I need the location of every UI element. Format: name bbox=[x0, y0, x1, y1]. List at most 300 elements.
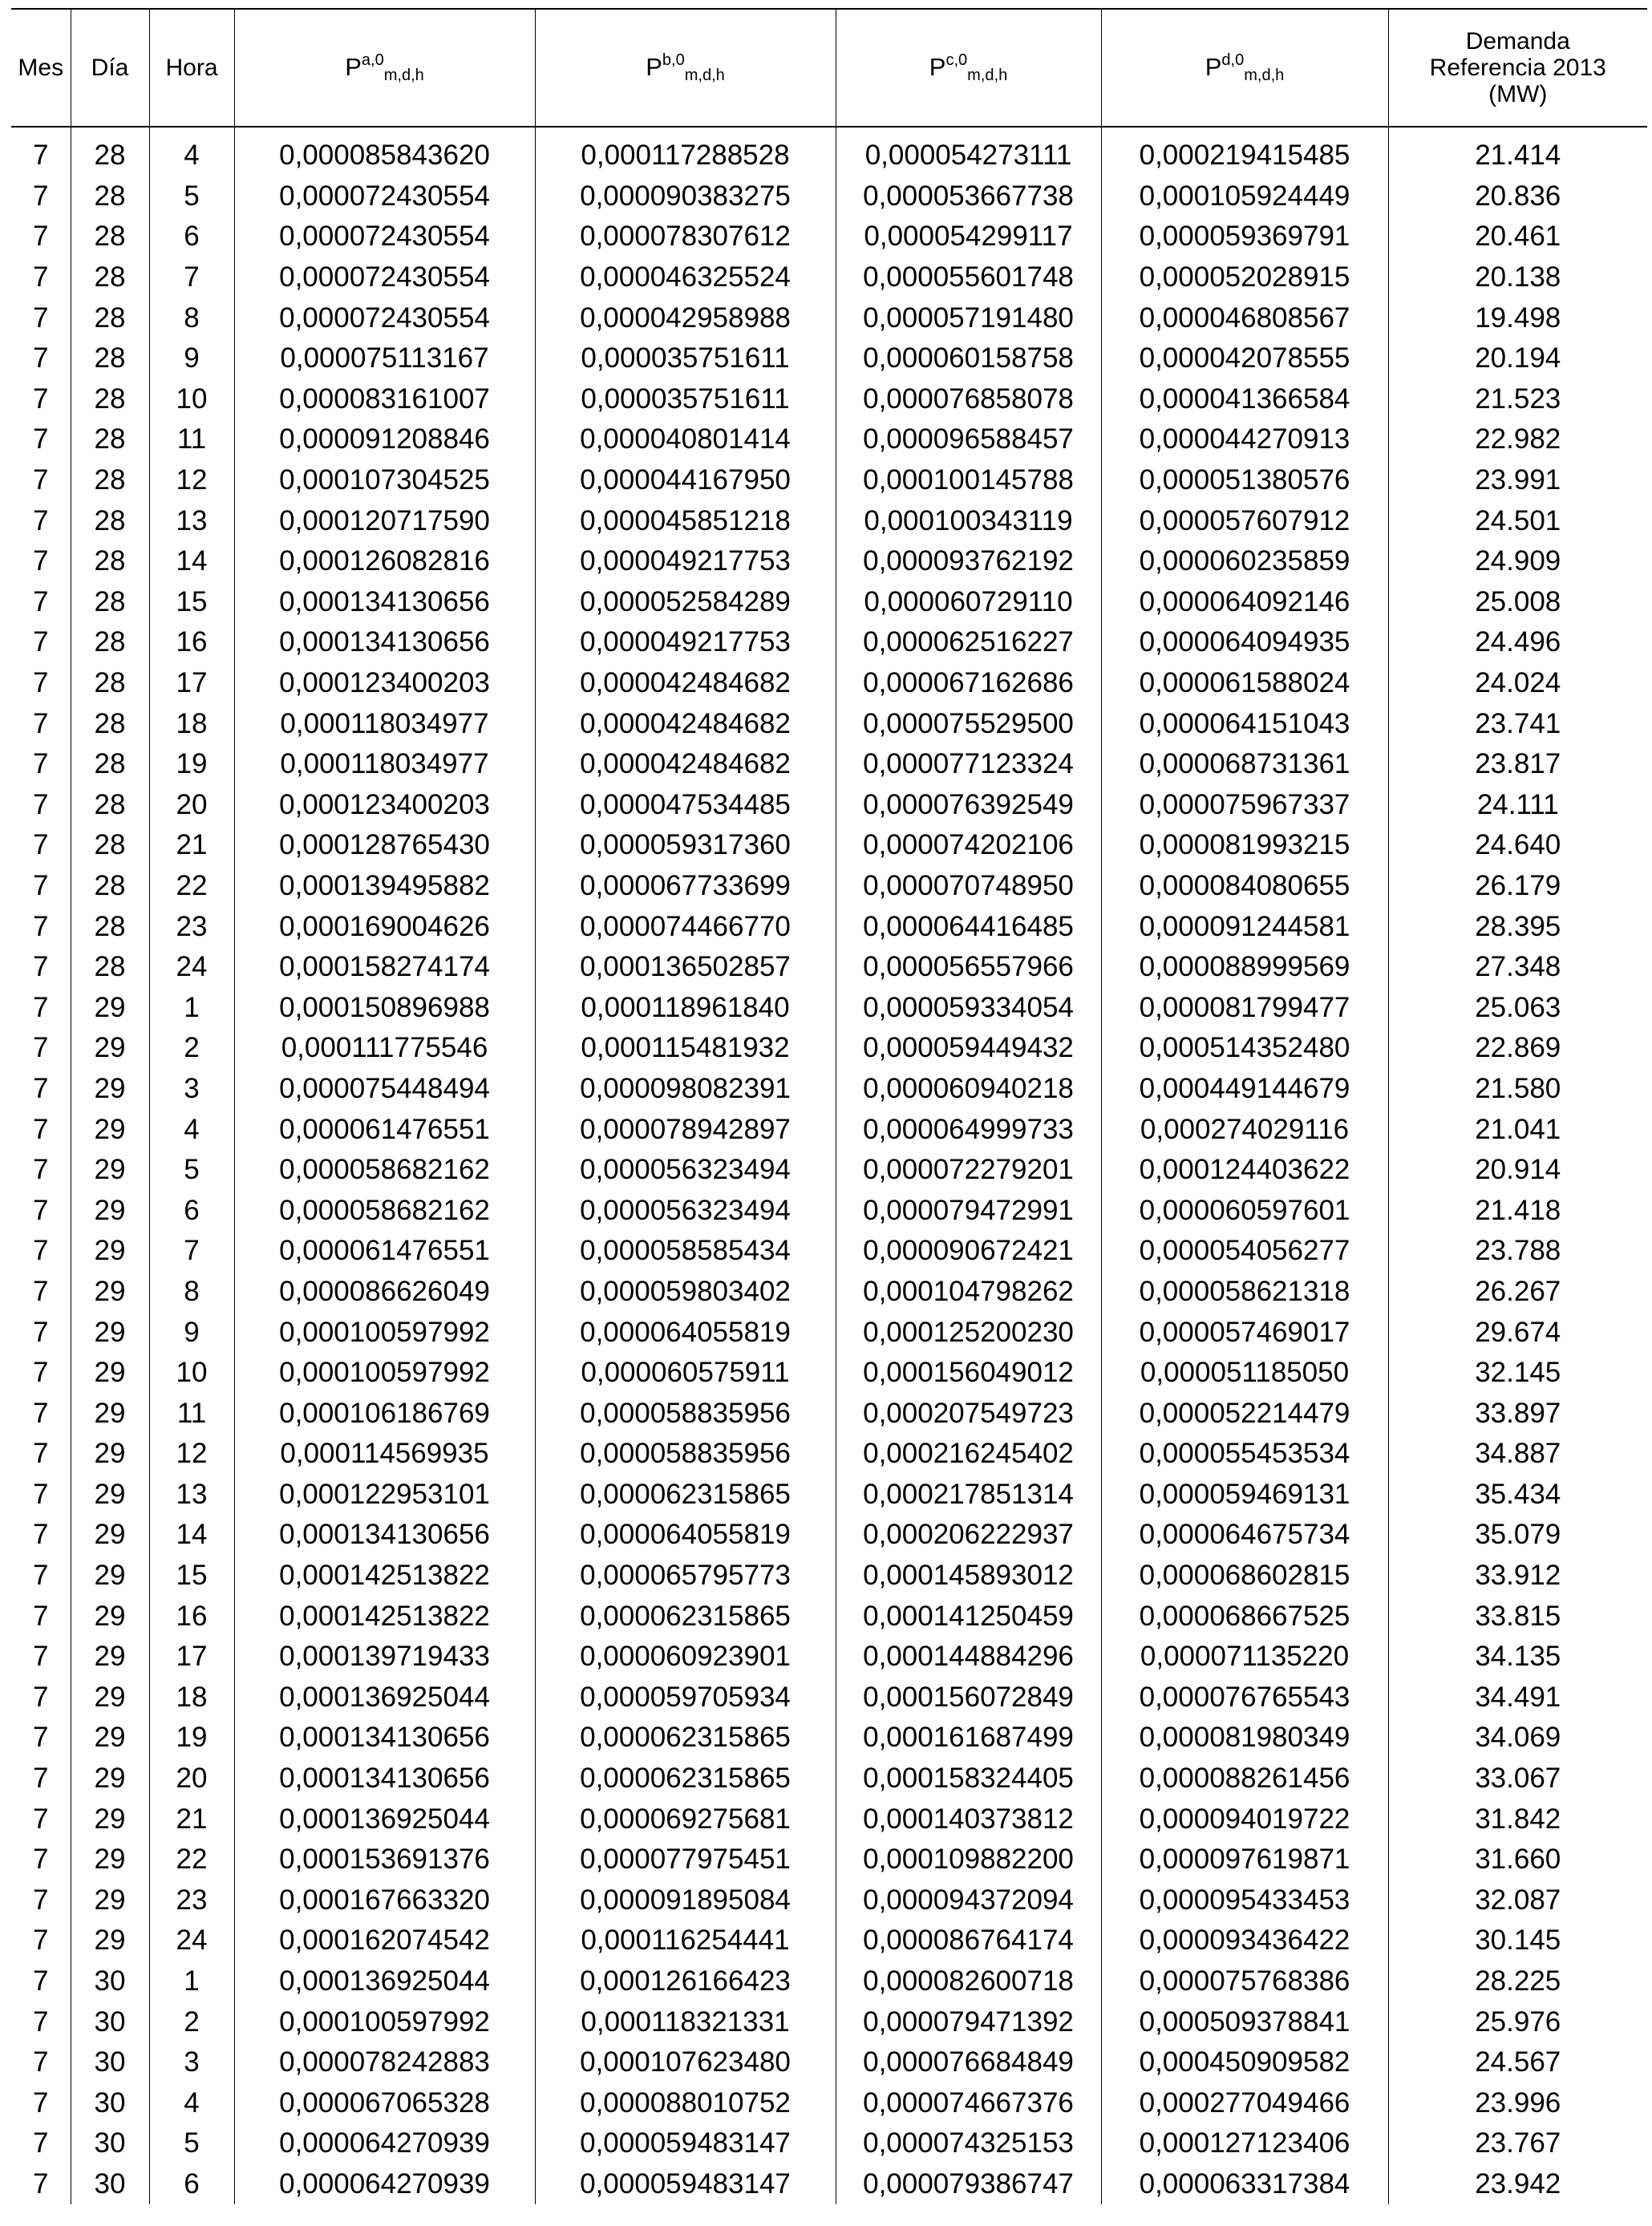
cell-hora: 24 bbox=[149, 947, 234, 988]
cell-hora: 4 bbox=[149, 1109, 234, 1150]
cell-pc: 0,000054273111 bbox=[836, 127, 1101, 176]
cell-pc: 0,000094372094 bbox=[836, 1880, 1101, 1921]
cell-pd: 0,000064151043 bbox=[1101, 703, 1388, 744]
cell-pd: 0,000450909582 bbox=[1101, 2042, 1388, 2083]
cell-pa: 0,000067065328 bbox=[234, 2083, 535, 2124]
cell-pd: 0,000068602815 bbox=[1101, 1556, 1388, 1597]
cell-pb: 0,000060575911 bbox=[535, 1353, 836, 1394]
header-dia: Día bbox=[71, 9, 149, 127]
cell-pc: 0,000076392549 bbox=[836, 785, 1101, 826]
cell-pd: 0,000058621318 bbox=[1101, 1272, 1388, 1313]
cell-pd: 0,000509378841 bbox=[1101, 2001, 1388, 2042]
cell-pc: 0,000082600718 bbox=[836, 1961, 1101, 2002]
table-row bbox=[11, 744, 1647, 785]
cell-pb: 0,000064055819 bbox=[535, 1515, 836, 1556]
cell-mes: 7 bbox=[33, 788, 49, 820]
cell-pd: 0,000097619871 bbox=[1101, 1839, 1388, 1880]
cell-pc: 0,000076684849 bbox=[836, 2042, 1101, 2083]
cell-dia: 29 bbox=[71, 1759, 149, 1799]
cell-pa: 0,000169004626 bbox=[234, 906, 535, 947]
cell-demanda: 20.914 bbox=[1388, 1150, 1647, 1191]
cell-dia: 29 bbox=[71, 1799, 149, 1839]
cell-pd: 0,000076765543 bbox=[1101, 1678, 1388, 1718]
cell-mes: 7 bbox=[33, 302, 49, 334]
cell-pd: 0,000075768386 bbox=[1101, 1961, 1388, 2002]
cell-pa: 0,000114569935 bbox=[234, 1434, 535, 1475]
cell-pc: 0,000079386747 bbox=[836, 2164, 1101, 2205]
cell-hora: 5 bbox=[149, 1150, 234, 1191]
cell-demanda: 24.496 bbox=[1388, 622, 1647, 663]
cell-pa: 0,000064270939 bbox=[234, 2123, 535, 2164]
cell-pd: 0,000052214479 bbox=[1101, 1393, 1388, 1434]
cell-dia: 29 bbox=[71, 1515, 149, 1556]
header-pd bbox=[1101, 9, 1388, 127]
table-row bbox=[11, 1393, 1647, 1434]
cell-hora: 7 bbox=[149, 1231, 234, 1272]
table-row bbox=[11, 1637, 1647, 1678]
cell-dia: 29 bbox=[71, 1434, 149, 1475]
cell-pd: 0,000105924449 bbox=[1101, 176, 1388, 217]
cell-hora: 8 bbox=[149, 1272, 234, 1313]
table-row bbox=[11, 582, 1647, 623]
cell-hora: 4 bbox=[149, 127, 234, 176]
cell-hora: 22 bbox=[149, 1839, 234, 1880]
cell-hora: 21 bbox=[149, 1799, 234, 1839]
cell-pa: 0,000061476551 bbox=[234, 1231, 535, 1272]
cell-hora: 18 bbox=[149, 703, 234, 744]
cell-demanda: 26.267 bbox=[1388, 1272, 1647, 1313]
table-row bbox=[11, 1475, 1647, 1516]
cell-pd: 0,000277049466 bbox=[1101, 2083, 1388, 2124]
cell-pd: 0,000051185050 bbox=[1101, 1353, 1388, 1394]
cell-pd: 0,000095433453 bbox=[1101, 1880, 1388, 1921]
cell-pd: 0,000052028915 bbox=[1101, 257, 1388, 298]
cell-hora: 17 bbox=[149, 1637, 234, 1678]
table-row bbox=[11, 947, 1647, 988]
cell-pc: 0,000156072849 bbox=[836, 1678, 1101, 1718]
cell-pc: 0,000074667376 bbox=[836, 2083, 1101, 2124]
cell-pb: 0,000035751611 bbox=[535, 379, 836, 420]
cell-mes: 7 bbox=[33, 1965, 49, 1997]
cell-pa: 0,000142513822 bbox=[234, 1596, 535, 1637]
cell-pc: 0,000062516227 bbox=[836, 622, 1101, 663]
cell-dia: 29 bbox=[71, 1190, 149, 1231]
cell-hora: 23 bbox=[149, 1880, 234, 1921]
table-row bbox=[11, 825, 1647, 866]
cell-dia: 28 bbox=[71, 419, 149, 460]
cell-mes: 7 bbox=[33, 910, 49, 942]
table-row bbox=[11, 1556, 1647, 1597]
cell-demanda: 34.887 bbox=[1388, 1434, 1647, 1475]
header-pa-sup: a,0 bbox=[361, 51, 384, 69]
cell-dia: 28 bbox=[71, 744, 149, 785]
cell-pc: 0,000100145788 bbox=[836, 460, 1101, 501]
table-row bbox=[11, 1718, 1647, 1759]
cell-pc: 0,000059449432 bbox=[836, 1028, 1101, 1069]
cell-demanda: 21.041 bbox=[1388, 1109, 1647, 1150]
cell-pb: 0,000059483147 bbox=[535, 2164, 836, 2205]
cell-mes: 7 bbox=[33, 2005, 49, 2038]
cell-demanda: 23.741 bbox=[1388, 703, 1647, 744]
cell-pa: 0,000100597992 bbox=[234, 2001, 535, 2042]
cell-mes: 7 bbox=[33, 1113, 49, 1145]
cell-hora: 20 bbox=[149, 1759, 234, 1799]
cell-hora: 14 bbox=[149, 1515, 234, 1556]
cell-pa: 0,000139719433 bbox=[234, 1637, 535, 1678]
table-row bbox=[11, 785, 1647, 826]
cell-mes: 7 bbox=[33, 707, 49, 739]
cell-pb: 0,000078307612 bbox=[535, 217, 836, 257]
cell-dia: 29 bbox=[71, 1231, 149, 1272]
cell-pc: 0,000100343119 bbox=[836, 500, 1101, 541]
cell-pa: 0,000167663320 bbox=[234, 1880, 535, 1921]
cell-mes: 7 bbox=[33, 1275, 49, 1307]
cell-pc: 0,000109882200 bbox=[836, 1839, 1101, 1880]
table-row bbox=[11, 1596, 1647, 1637]
cell-demanda: 29.674 bbox=[1388, 1312, 1647, 1353]
cell-pb: 0,000062315865 bbox=[535, 1759, 836, 1799]
cell-pd: 0,000084080655 bbox=[1101, 866, 1388, 907]
cell-dia: 28 bbox=[71, 297, 149, 338]
cell-pc: 0,000070748950 bbox=[836, 866, 1101, 907]
header-pd-sup: d,0 bbox=[1221, 51, 1245, 69]
cell-mes: 7 bbox=[33, 748, 49, 780]
cell-pb: 0,000117288528 bbox=[535, 127, 836, 176]
cell-pa: 0,000126082816 bbox=[234, 541, 535, 582]
table-row bbox=[11, 1799, 1647, 1839]
cell-pd: 0,000091244581 bbox=[1101, 906, 1388, 947]
cell-pc: 0,000079472991 bbox=[836, 1190, 1101, 1231]
cell-dia: 28 bbox=[71, 500, 149, 541]
cell-pd: 0,000068667525 bbox=[1101, 1596, 1388, 1637]
cell-pd: 0,000063317384 bbox=[1101, 2164, 1388, 2205]
cell-pa: 0,000139495882 bbox=[234, 866, 535, 907]
header-pb-sub: m,d,h bbox=[684, 66, 725, 84]
cell-pd: 0,000449144679 bbox=[1101, 1069, 1388, 1110]
table-row bbox=[11, 1678, 1647, 1718]
cell-mes: 7 bbox=[33, 261, 49, 293]
cell-mes: 7 bbox=[33, 1072, 49, 1104]
cell-mes: 7 bbox=[33, 1032, 49, 1064]
cell-pb: 0,000042484682 bbox=[535, 703, 836, 744]
cell-pb: 0,000078942897 bbox=[535, 1109, 836, 1150]
cell-demanda: 21.418 bbox=[1388, 1190, 1647, 1231]
cell-pc: 0,000056557966 bbox=[836, 947, 1101, 988]
cell-pc: 0,000064999733 bbox=[836, 1109, 1101, 1150]
cell-hora: 19 bbox=[149, 744, 234, 785]
cell-mes: 7 bbox=[33, 504, 49, 536]
cell-pc: 0,000060940218 bbox=[836, 1069, 1101, 1110]
cell-mes: 7 bbox=[33, 951, 49, 983]
cell-dia: 30 bbox=[71, 2083, 149, 2124]
cell-pd: 0,000081799477 bbox=[1101, 987, 1388, 1028]
table-row bbox=[11, 419, 1647, 460]
cell-dia: 28 bbox=[71, 460, 149, 501]
cell-pd: 0,000068731361 bbox=[1101, 744, 1388, 785]
cell-demanda: 33.067 bbox=[1388, 1759, 1647, 1799]
cell-pd: 0,000057607912 bbox=[1101, 500, 1388, 541]
cell-demanda: 21.580 bbox=[1388, 1069, 1647, 1110]
cell-demanda: 33.815 bbox=[1388, 1596, 1647, 1637]
cell-pd: 0,000041366584 bbox=[1101, 379, 1388, 420]
cell-pa: 0,000091208846 bbox=[234, 419, 535, 460]
cell-mes: 7 bbox=[33, 626, 49, 658]
cell-pa: 0,000075448494 bbox=[234, 1069, 535, 1110]
cell-pc: 0,000074325153 bbox=[836, 2123, 1101, 2164]
cell-pa: 0,000118034977 bbox=[234, 703, 535, 744]
cell-pa: 0,000086626049 bbox=[234, 1272, 535, 1313]
cell-hora: 15 bbox=[149, 1556, 234, 1597]
cell-pc: 0,000053667738 bbox=[836, 176, 1101, 217]
cell-pa: 0,000078242883 bbox=[234, 2042, 535, 2083]
cell-pb: 0,000062315865 bbox=[535, 1596, 836, 1637]
header-pa bbox=[234, 9, 535, 127]
cell-demanda: 33.912 bbox=[1388, 1556, 1647, 1597]
cell-pa: 0,000072430554 bbox=[234, 297, 535, 338]
cell-mes: 7 bbox=[33, 1438, 49, 1470]
cell-dia: 28 bbox=[71, 947, 149, 988]
cell-pd: 0,000051380576 bbox=[1101, 460, 1388, 501]
cell-pb: 0,000069275681 bbox=[535, 1799, 836, 1839]
cell-pb: 0,000056323494 bbox=[535, 1190, 836, 1231]
cell-mes: 7 bbox=[33, 1560, 49, 1592]
header-demanda bbox=[1388, 9, 1647, 127]
cell-dia: 28 bbox=[71, 663, 149, 704]
cell-dia: 28 bbox=[71, 622, 149, 663]
cell-pd: 0,000061588024 bbox=[1101, 663, 1388, 704]
table-row bbox=[11, 338, 1647, 379]
cell-pa: 0,000106186769 bbox=[234, 1393, 535, 1434]
header-pb-base: P bbox=[646, 52, 662, 81]
cell-pc: 0,000217851314 bbox=[836, 1475, 1101, 1516]
cell-demanda: 28.225 bbox=[1388, 1961, 1647, 2002]
cell-demanda: 27.348 bbox=[1388, 947, 1647, 988]
cell-demanda: 23.942 bbox=[1388, 2164, 1647, 2205]
cell-demanda: 20.138 bbox=[1388, 257, 1647, 298]
cell-pb: 0,000059705934 bbox=[535, 1678, 836, 1718]
cell-pd: 0,000064094935 bbox=[1101, 622, 1388, 663]
cell-pb: 0,000044167950 bbox=[535, 460, 836, 501]
cell-hora: 19 bbox=[149, 1718, 234, 1759]
cell-pd: 0,000081980349 bbox=[1101, 1718, 1388, 1759]
header-demanda-line1: Demanda bbox=[1465, 28, 1570, 55]
cell-mes: 7 bbox=[33, 585, 49, 617]
cell-pa: 0,000120717590 bbox=[234, 500, 535, 541]
cell-hora: 6 bbox=[149, 217, 234, 257]
cell-pc: 0,000096588457 bbox=[836, 419, 1101, 460]
cell-hora: 2 bbox=[149, 2001, 234, 2042]
header-pb bbox=[535, 9, 836, 127]
cell-pd: 0,000059469131 bbox=[1101, 1475, 1388, 1516]
cell-mes: 7 bbox=[33, 1357, 49, 1389]
cell-pc: 0,000074202106 bbox=[836, 825, 1101, 866]
cell-pd: 0,000060235859 bbox=[1101, 541, 1388, 582]
table-row bbox=[11, 2164, 1647, 2205]
cell-hora: 9 bbox=[149, 338, 234, 379]
cell-mes: 7 bbox=[33, 140, 49, 172]
cell-pd: 0,000514352480 bbox=[1101, 1028, 1388, 1069]
table-row bbox=[11, 622, 1647, 663]
table-row bbox=[11, 1190, 1647, 1231]
cell-hora: 16 bbox=[149, 622, 234, 663]
cell-dia: 28 bbox=[71, 582, 149, 623]
cell-hora: 13 bbox=[149, 500, 234, 541]
cell-pb: 0,000056323494 bbox=[535, 1150, 836, 1191]
header-demanda-line2: Referencia 2013 bbox=[1429, 55, 1606, 81]
cell-pb: 0,000074466770 bbox=[535, 906, 836, 947]
table-row bbox=[11, 1920, 1647, 1961]
table-row bbox=[11, 176, 1647, 217]
cell-dia: 30 bbox=[71, 1961, 149, 2002]
cell-dia: 29 bbox=[71, 1596, 149, 1637]
table-row bbox=[11, 1353, 1647, 1394]
cell-pa: 0,000136925044 bbox=[234, 1799, 535, 1839]
cell-hora: 2 bbox=[149, 1028, 234, 1069]
cell-pc: 0,000207549723 bbox=[836, 1393, 1101, 1434]
cell-dia: 29 bbox=[71, 1475, 149, 1516]
cell-pc: 0,000060729110 bbox=[836, 582, 1101, 623]
table-row bbox=[11, 127, 1647, 176]
header-pd-base: P bbox=[1205, 52, 1222, 81]
cell-dia: 29 bbox=[71, 1839, 149, 1880]
table-row bbox=[11, 1515, 1647, 1556]
cell-pb: 0,000065795773 bbox=[535, 1556, 836, 1597]
cell-mes: 7 bbox=[33, 667, 49, 699]
cell-pa: 0,000134130656 bbox=[234, 622, 535, 663]
cell-demanda: 32.145 bbox=[1388, 1353, 1647, 1394]
cell-pa: 0,000100597992 bbox=[234, 1353, 535, 1394]
cell-hora: 24 bbox=[149, 1920, 234, 1961]
cell-demanda: 23.996 bbox=[1388, 2083, 1647, 2124]
cell-dia: 29 bbox=[71, 1312, 149, 1353]
cell-pa: 0,000153691376 bbox=[234, 1839, 535, 1880]
cell-pa: 0,000118034977 bbox=[234, 744, 535, 785]
cell-mes: 7 bbox=[33, 180, 49, 212]
table-row bbox=[11, 541, 1647, 582]
cell-pc: 0,000067162686 bbox=[836, 663, 1101, 704]
cell-pb: 0,000090383275 bbox=[535, 176, 836, 217]
cell-demanda: 24.640 bbox=[1388, 825, 1647, 866]
cell-pb: 0,000116254441 bbox=[535, 1920, 836, 1961]
cell-demanda: 25.063 bbox=[1388, 987, 1647, 1028]
table-header bbox=[11, 9, 1647, 127]
cell-pa: 0,000136925044 bbox=[234, 1961, 535, 2002]
cell-pc: 0,000086764174 bbox=[836, 1920, 1101, 1961]
table-row bbox=[11, 1231, 1647, 1272]
cell-pd: 0,000081993215 bbox=[1101, 825, 1388, 866]
cell-demanda: 20.836 bbox=[1388, 176, 1647, 217]
header-pa-sub: m,d,h bbox=[383, 66, 424, 84]
cell-pa: 0,000072430554 bbox=[234, 217, 535, 257]
cell-pb: 0,000042958988 bbox=[535, 297, 836, 338]
cell-demanda: 34.135 bbox=[1388, 1637, 1647, 1678]
cell-demanda: 22.982 bbox=[1388, 419, 1647, 460]
cell-pb: 0,000115481932 bbox=[535, 1028, 836, 1069]
table-row bbox=[11, 297, 1647, 338]
cell-pa: 0,000142513822 bbox=[234, 1556, 535, 1597]
cell-mes: 7 bbox=[33, 1844, 49, 1876]
cell-pa: 0,000058682162 bbox=[234, 1190, 535, 1231]
table-row bbox=[11, 703, 1647, 744]
table-row bbox=[11, 2123, 1647, 2164]
cell-pa: 0,000123400203 bbox=[234, 663, 535, 704]
header-row bbox=[11, 9, 1647, 127]
cell-pa: 0,000072430554 bbox=[234, 257, 535, 298]
cell-pc: 0,000054299117 bbox=[836, 217, 1101, 257]
cell-dia: 28 bbox=[71, 127, 149, 176]
cell-hora: 3 bbox=[149, 1069, 234, 1110]
cell-pc: 0,000144884296 bbox=[836, 1637, 1101, 1678]
cell-pc: 0,000057191480 bbox=[836, 297, 1101, 338]
cell-mes: 7 bbox=[33, 2046, 49, 2078]
cell-demanda: 28.395 bbox=[1388, 906, 1647, 947]
cell-pa: 0,000134130656 bbox=[234, 1718, 535, 1759]
cell-pa: 0,000162074542 bbox=[234, 1920, 535, 1961]
cell-pb: 0,000045851218 bbox=[535, 500, 836, 541]
cell-pd: 0,000124403622 bbox=[1101, 1150, 1388, 1191]
table-row bbox=[11, 1839, 1647, 1880]
table-row bbox=[11, 1109, 1647, 1150]
cell-dia: 29 bbox=[71, 1880, 149, 1921]
cell-demanda: 19.498 bbox=[1388, 297, 1647, 338]
cell-pc: 0,000076858078 bbox=[836, 379, 1101, 420]
table-body bbox=[11, 127, 1647, 2204]
cell-dia: 28 bbox=[71, 217, 149, 257]
cell-hora: 16 bbox=[149, 1596, 234, 1637]
cell-dia: 28 bbox=[71, 703, 149, 744]
cell-demanda: 31.842 bbox=[1388, 1799, 1647, 1839]
cell-dia: 30 bbox=[71, 2123, 149, 2164]
cell-pa: 0,000064270939 bbox=[234, 2164, 535, 2205]
cell-dia: 28 bbox=[71, 379, 149, 420]
cell-pa: 0,000061476551 bbox=[234, 1109, 535, 1150]
cell-demanda: 23.767 bbox=[1388, 2123, 1647, 2164]
cell-demanda: 30.145 bbox=[1388, 1920, 1647, 1961]
header-demanda-line3: (MW) bbox=[1488, 81, 1548, 107]
cell-pd: 0,000064675734 bbox=[1101, 1515, 1388, 1556]
cell-dia: 28 bbox=[71, 906, 149, 947]
cell-pd: 0,000054056277 bbox=[1101, 1231, 1388, 1272]
table-row bbox=[11, 500, 1647, 541]
cell-mes: 7 bbox=[33, 1154, 49, 1186]
table-row bbox=[11, 460, 1647, 501]
cell-hora: 1 bbox=[149, 987, 234, 1028]
cell-pc: 0,000158324405 bbox=[836, 1759, 1101, 1799]
cell-dia: 29 bbox=[71, 1353, 149, 1394]
cell-mes: 7 bbox=[33, 342, 49, 374]
header-pc-sup: c,0 bbox=[945, 51, 968, 69]
cell-dia: 28 bbox=[71, 541, 149, 582]
table-row bbox=[11, 987, 1647, 1028]
cell-pb: 0,000077975451 bbox=[535, 1839, 836, 1880]
table-row bbox=[11, 2042, 1647, 2083]
cell-dia: 29 bbox=[71, 1393, 149, 1434]
cell-hora: 21 bbox=[149, 825, 234, 866]
cell-hora: 5 bbox=[149, 176, 234, 217]
cell-pb: 0,000126166423 bbox=[535, 1961, 836, 2002]
cell-pb: 0,000035751611 bbox=[535, 338, 836, 379]
cell-dia: 28 bbox=[71, 338, 149, 379]
cell-pc: 0,000093762192 bbox=[836, 541, 1101, 582]
cell-pc: 0,000090672421 bbox=[836, 1231, 1101, 1272]
cell-pd: 0,000127123406 bbox=[1101, 2123, 1388, 2164]
cell-pb: 0,000059317360 bbox=[535, 825, 836, 866]
cell-dia: 29 bbox=[71, 1109, 149, 1150]
cell-pd: 0,000046808567 bbox=[1101, 297, 1388, 338]
cell-demanda: 21.523 bbox=[1388, 379, 1647, 420]
cell-pb: 0,000047534485 bbox=[535, 785, 836, 826]
cell-pb: 0,000042484682 bbox=[535, 663, 836, 704]
